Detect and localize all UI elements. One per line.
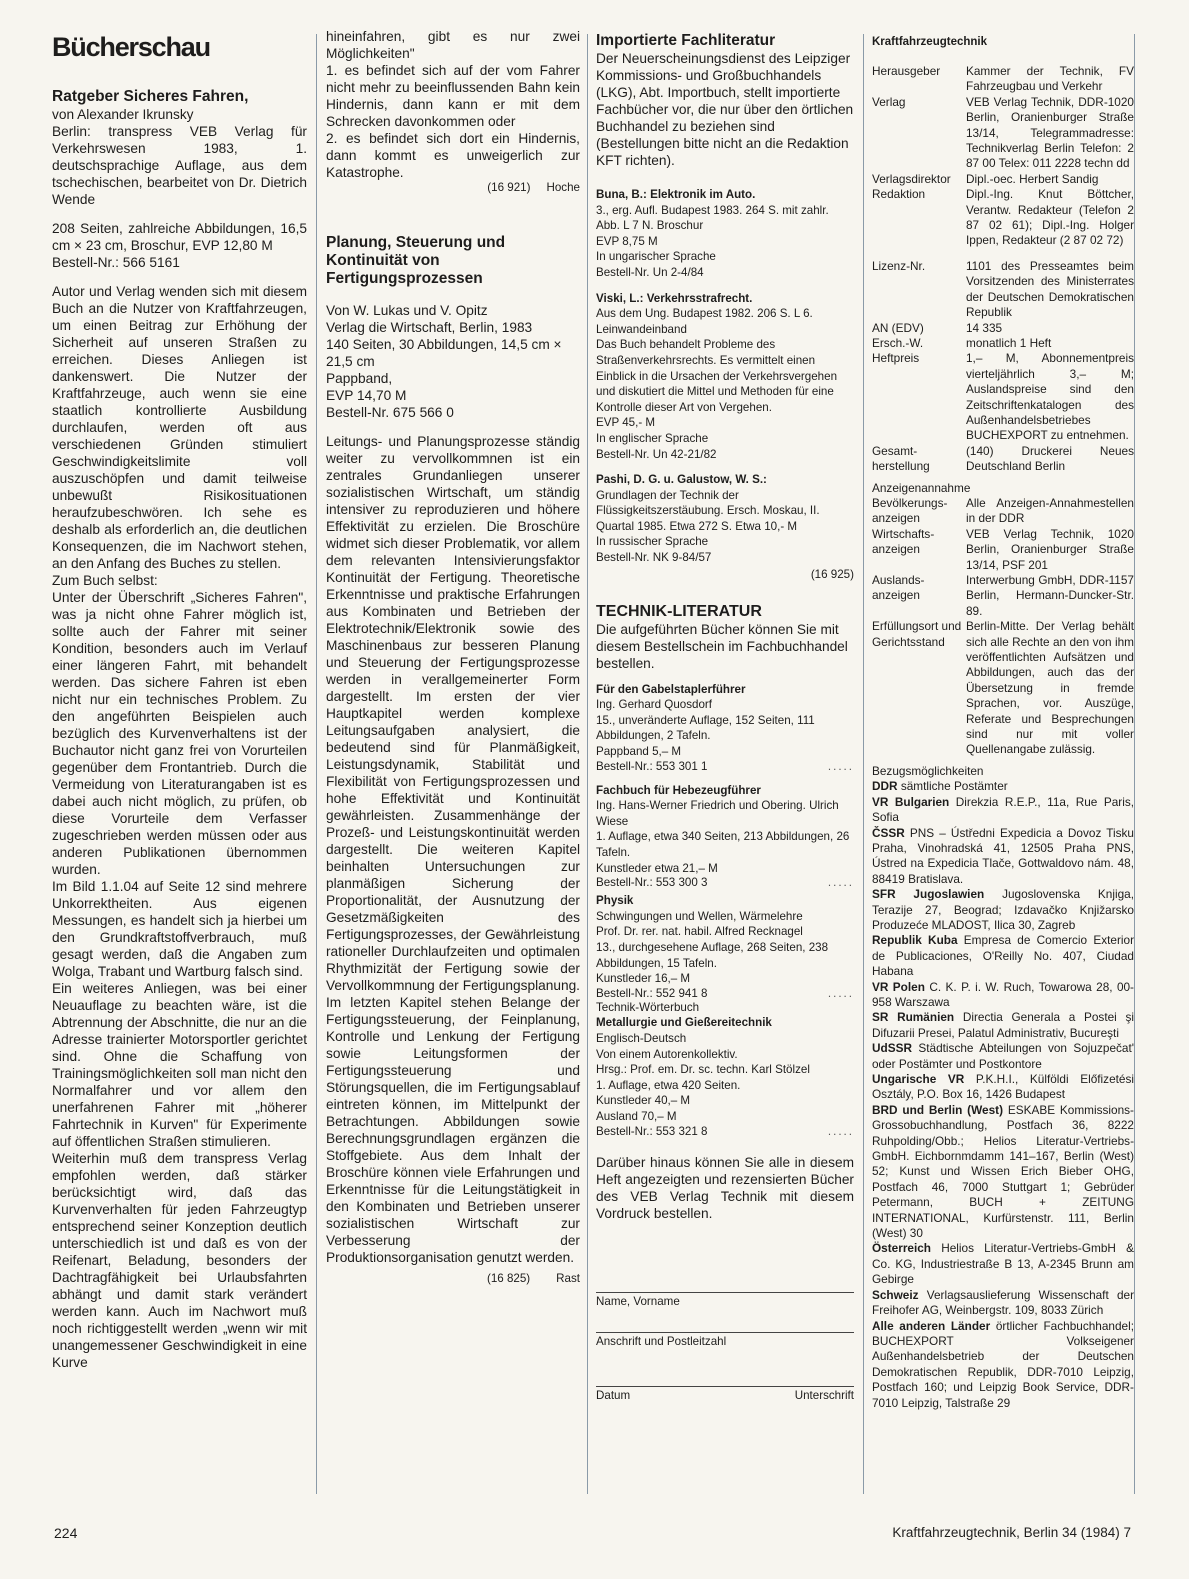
bezug-title: Bezugsmöglichkeiten	[872, 763, 984, 778]
review2-detail: Von W. Lukas und V. Opitz	[326, 303, 488, 318]
import-entry-line: Bestell-Nr. Un 2-4/84	[596, 265, 704, 279]
tech-book-order: Bestell-Nr.: 553 301 1 .....	[596, 759, 854, 773]
impressum-row: Verlag VEB Verlag Technik, DDR-1020 Berlin, Oranienburger Straße 13/14, Telegrammadresse: Technikverlag Berlin Telefon: 2 87 00 Telex: 011 2228 techn dd	[872, 94, 1134, 171]
import-entry	[596, 472, 854, 566]
tech-book-line: 1. Auflage, etwa 420 Seiten.	[596, 1078, 741, 1092]
column-4	[872, 28, 1134, 1411]
order-field-dots[interactable]: .....	[827, 1124, 854, 1138]
import-entry-line: Bestell-Nr. NK 9-84/57	[596, 551, 712, 565]
bezug-entry: UdSSR Städtische Abteilungen von Sojuzpečat' oder Postämter und Postkontore	[872, 1041, 1134, 1071]
tech-book-head: Metallurgie und Gießereitechnik	[596, 1016, 772, 1030]
review2-detail: EVP 14,70 M	[326, 388, 407, 403]
tech-book	[596, 893, 854, 1015]
name-field-label: Name, Vorname	[596, 1294, 680, 1308]
tech-book-line: Hrsg.: Prof. em. Dr. sc. techn. Karl Stölzel	[596, 1063, 810, 1077]
review1-ref: (16 921)	[487, 181, 531, 194]
import-entry-line: Aus dem Ung. Budapest 1982. 206 S. L 6. Leinwandeinband	[596, 307, 813, 336]
column-1	[52, 28, 307, 1371]
tech-book-line: Ausland 70,– M	[596, 1109, 677, 1123]
review2-title: Planung, Steuerung und Kontinuität von Fertigungsprozessen	[326, 234, 506, 287]
anzeigen-row: Erfüllungsort und Gerichtsstand Berlin-Mitte. Der Verlag behält sich alle Rechte an den von ihm veröffentlichten Aufsätzen und Abbildungen, auch das der Übersetzung in fremde Sprachen, vor. Auszüge, Referate und Besprechungen sind nur mit voller Quellenangabe zulässig.	[872, 619, 1134, 757]
bezug-entry: Republik Kuba Empresa de Comercio Exterior de Publicaciones, O'Reilly No. 407, Ciudad Habana	[872, 933, 1134, 979]
tech-book-order: Bestell-Nr.: 552 941 8 .....	[596, 986, 854, 1000]
review1-order: Bestell-Nr.: 566 5161	[52, 255, 180, 270]
review1-signature-line	[326, 181, 580, 194]
review2-signature-line	[326, 1272, 580, 1285]
page-number: 224	[54, 1525, 78, 1541]
review1-text-i: 2. es befindet sich dort ein Hindernis, dann kommt es unweigerlich zur Katastrophe.	[326, 131, 580, 180]
import-entry	[596, 187, 854, 281]
tech-book-line: 13., durchgesehene Auflage, 268 Seiten, 238 Abbildungen, 15 Tafeln.	[596, 940, 829, 970]
tech-book-line: Von einem Autorenkollektiv.	[596, 1047, 738, 1061]
bezug-entry: ČSSR PNS – Ústředni Expedicia a Dovoz Tisku Praha, Vinohradská 41, 12505 Praha PNS, Ústred na Expedicia Tlače, Gottwaldovo nám. 48, 88419 Bratislava.	[872, 825, 1134, 886]
impressum-row: Redaktion Dipl.-Ing. Knut Böttcher, Verantw. Redakteur (Telefon 2 87 02 61); Dipl.-Ing. Holger Ippen, Redakteur (2 87 02 72)	[872, 187, 1134, 248]
order-field-dots[interactable]: .....	[827, 986, 854, 1000]
review1-publisher: Berlin: transpress VEB Verlag für Verkehrswesen 1983, 1. deutschsprachige Auflage, aus dem tschechischen, bearbeitet von Dr. Dietrich Wende	[52, 124, 307, 207]
impressum-row: AN (EDV) 14 335	[872, 320, 1003, 335]
tech-book	[596, 783, 854, 890]
review2-detail: Pappband,	[326, 371, 393, 386]
bezug-entry: Alle anderen Länder örtlicher Fachbuchhandel; BUCHEXPORT Volkseigener Außenhandelsbetrieb der Deutschen Demokratischen Republik, DDR-7010 Leipzig, Postfach 160; und Leipzig Book Service, DDR-7010 Leipzig, Talstraße 29	[872, 1318, 1134, 1410]
tech-book-line: Ing. Hans-Werner Friedrich und Obering. Ulrich Wiese	[596, 799, 839, 828]
import-entry-line: In englischer Sprache	[596, 431, 709, 445]
bezug-entry: Österreich Helios Literatur-Vertriebs-GmbH & Co. KG, Industriestraße B 13, A-2345 Brunn am Gebirge	[872, 1241, 1134, 1287]
tech-book-line: Kunstleder etwa 21,– M	[596, 861, 718, 875]
import-entry-line: In russischer Sprache	[596, 535, 709, 549]
import-intro: Der Neuerscheinungsdienst des Leipziger Kommissions- und Großbuchhandels (LKG), Abt. Importbuch, stellt importierte Fachbücher vor, die nur über den örtlichen Buchhandel zu beziehen sind (Bestellungen bitte nicht an die Redaktion KFT richten).	[596, 51, 854, 168]
tech-book-line: Technik-Wörterbuch	[596, 1000, 700, 1014]
anzeigen-row: Bevölkerungs-anzeigen Alle Anzeigen-Annahmestellen in der DDR	[872, 495, 1134, 526]
column-3	[596, 28, 854, 1402]
import-ref: (16 925)	[810, 567, 854, 581]
tech-title: TECHNIK-LITERATUR	[596, 602, 762, 620]
review1-text-f: Weiterhin muß dem transpress Verlag empfohlen werden, daß stärker berücksichtigt wird, daß das Kurvenverhalten für jeden Fahrzeugtyp entsprechend seiner Konzeption deutlich unterschiedlich ist und daß es von der Reifenart, Beladung, besonders der Dachtragfähigkeit bei Urlaubsfahrten abhängt und damit stark verändert werden kann. Auch im Nachwort muß noch richtiggestellt werden „wenn wir mit unangemessener Geschwindigkeit in eine Kurve	[52, 1151, 307, 1370]
bezug-entry: BRD und Berlin (West) ESKABE Kommissions-Grossobuchhandlung, Postfach 36, 8222 Ruhpolding/Obb.; Helios Literatur-Vertriebs-GmbH. Eichbornmdamm 141–167, Berlin (West) 52; Kunst und Wissen Erich Bieber OHG, Postfach 46, 7000 Stuttgart 1; Gebrüder Petermann, BUCH + ZEITUNG INTERNATIONAL, Kurfürstenstr. 111, Berlin (West) 30	[872, 1102, 1134, 1241]
anzeigen-title: Anzeigenannahme	[872, 480, 971, 495]
review2-signature: Rast	[556, 1272, 580, 1285]
bezug-entry: VR Polen C. K. P. i. W. Ruch, Towarowa 28, 00-958 Warszawa	[872, 979, 1134, 1009]
anzeigen-row: Wirtschafts-anzeigen VEB Verlag Technik, 1020 Berlin, Oranienburger Straße 13/14, PSF 201	[872, 526, 1134, 572]
tech-book-line: Ing. Gerhard Quosdorf	[596, 698, 712, 712]
tech-outro: Darüber hinaus können Sie alle in diesem Heft angezeigten und rezensierten Bücher des VEB Verlag Technik mit diesem Vordruck bestellen.	[596, 1154, 854, 1221]
tech-book-order: Bestell-Nr.: 553 300 3 .....	[596, 876, 854, 890]
order-form	[596, 1270, 854, 1402]
import-entry-line: 3., erg. Aufl. Budapest 1983. 264 S. mit zahlr. Abb. L 7 N. Broschur	[596, 203, 829, 233]
name-field[interactable]	[596, 1270, 854, 1293]
review2-text: Leitungs- und Planungsprozesse ständig weiter zu vervollkommnen ist ein zentrales Grundanliegen unserer sozialistischen Wirtschaft, um ständig intensiver zu reproduzieren und höhere Effektivität zu erzielen. Die Broschüre widmet sich dieser Problematik, vor allem dem relevanten Intensivierungsfaktor Kontinuität der Fertigung. Theoretische Erkenntnisse und praktische Erfahrungen aus Kombinaten und Betrieben der Elektrotechnik/Elektronik sowie des Maschinenbaus zur besseren Planung und Steuerung der Fertigungsprozesse werden in verallgemeinerter Form dargestellt. Im ersten der vier Hauptkapitel werden komplexe Leitungsaufgaben analysiert, die bedeutend sind für Planmäßigkeit, Leistungsdynamik, Stabilität und Flexibilität von Fertigungsprozessen und hohe Effektivität und Kontinuität gewährleisten. Zusammenhänge der Prozeß- und Leistungskontinuität werden dargestellt. Die weiteren Kapitel beinhalten Untersuchungen zur planmäßigen Sicherung der Proportionalität, der Ausnutzung der Gesetzmäßigkeiten des Fertigungsprozesses, der Gewährleistung rationeller Durchlaufzeiten und optimalen Rhythmizität der Fertigung sowie der Vervollkommnung der Fertigungsplanung. Im letzten Kapitel stehen Belange der Fertigungssteuerung, der Feinplanung, Kontrolle und Lenkung der Fertigung sowie Leitungsformen der Fertigungssteuerung und Störungsquellen, die im Fertigungsablauf eintreten können, im Mittelpunkt der Betrachtungen. Abbildungen sowie Berechnungsgrundlagen ergänzen die Stoffgebiete. Aus dem Inhalt der Broschüre können viele Erfahrungen und Erkenntnisse für die Leitungstätigkeit in den Kombinaten und Betrieben unserer sozialistischen Wirtschaft zur Verbesserung der Produktionsorganisation genutzt werden.	[326, 434, 580, 1265]
order-field-dots[interactable]: .....	[827, 876, 854, 890]
tech-book-line: Kunstleder 16,– M	[596, 972, 691, 986]
order-field-dots[interactable]: .....	[827, 759, 854, 773]
import-title: Importierte Fachliteratur	[596, 32, 776, 49]
bezug-entry: Schweiz Verlagsauslieferung Wissenschaft der Freihofer AG, Weinbergstr. 109, 8033 Zürich	[872, 1287, 1134, 1318]
impressum-row: Lizenz-Nr. 1101 des Presseamtes beim Vorsitzenden des Ministerrates der Deutschen Demokratischen Republik	[872, 258, 1134, 320]
address-field[interactable]	[596, 1310, 854, 1333]
bezug-entry: DDR sämtliche Postämter	[872, 779, 1008, 794]
impressum-row: Gesamt-herstellung (140) Druckerei Neues Deutschland Berlin	[872, 443, 1134, 474]
review2-ref: (16 825)	[486, 1272, 531, 1285]
impressum-row: Herausgeber Kammer der Technik, FV Fahrzeugbau und Verkehr	[872, 64, 1134, 94]
review1-text-g: hineinfahren, gibt es nur zwei Möglichkeiten"	[326, 29, 580, 61]
review2-detail: 140 Seiten, 30 Abbildungen, 14,5 cm × 21,5 cm	[326, 337, 562, 369]
review1-text-e: Ein weiteres Anliegen, was bei einer Neuauflage zu beachten wäre, ist die Abtrennung der Abschnitte, die nur an die Adresse trainierter Motorsportler gerichtet sind. Ohne die Schaffung von Trainingsmöglichkeiten soll man nicht den Normalfahrer und vor allem den unerfahrenen Fahrer mit „höherer Fahrtechnik in Kurven" für Experimente auf öffentlichen Straßen stimulieren.	[52, 981, 307, 1149]
review1-title: Ratgeber Sicheres Fahren,	[52, 88, 249, 105]
tech-book-line: Schwingungen und Wellen, Wärmelehre	[596, 909, 803, 923]
review2-detail: Verlag die Wirtschaft, Berlin, 1983	[326, 320, 533, 335]
review1-author: von Alexander Ikrunsky	[52, 107, 194, 122]
review2-detail: Bestell-Nr. 675 566 0	[326, 405, 454, 420]
tech-book-line: 15., unveränderte Auflage, 152 Seiten, 111 Abbildungen, 2 Tafeln.	[596, 713, 815, 743]
bezug-entry: Ungarische VR P.K.H.I., Külföldi Előfizetési Osztály, P.O. Box 16, 1426 Budapest	[872, 1072, 1134, 1102]
import-entry-head: Viski, L.: Verkehrsstrafrecht.	[596, 291, 753, 305]
tech-book-order: Bestell-Nr.: 553 321 8 .....	[596, 1124, 854, 1138]
tech-book-line: Kunstleder 40,– M	[596, 1094, 691, 1108]
import-entry-line: Das Buch behandelt Probleme des Straßenverkehrsrechts. Es vermittelt einen Einblick in die Ursachen der Verkehrsvergehen und diskutiert die Mittel und Methoden für eine Kontrolle dieser Art von Vergehen.	[596, 338, 838, 414]
bezug-entry: VR Bulgarien Direkzia R.E.P., 11a, Rue Paris, Sofia	[872, 794, 1134, 825]
page-title: Bücherschau	[52, 32, 210, 62]
anzeigen-row: Auslands-anzeigen Interwerbung GmbH, DDR-1157 Berlin, Hermann-Duncker-Str. 89.	[872, 573, 1134, 618]
bezug-entry: SR Rumänien Directia Generala a Postei şi Difuzarii Presei, Palatul Administrativ, Bucureşti	[872, 1010, 1134, 1040]
review1-text-b: Zum Buch selbst:	[52, 573, 158, 588]
import-entry	[596, 291, 854, 463]
import-entry-head: Buna, B.: Elektronik im Auto.	[596, 188, 756, 201]
bezug-entry: SFR Jugoslawien Jugoslovenska Knjiga, Terazije 27, Beograd; Izdavačko Knjižarsko Produzeće MLADOST, Ilica 30, Zagreb	[872, 887, 1135, 932]
import-entry-head: Pashi, D. G. u. Galustow, W. S.:	[596, 473, 767, 487]
review1-signature: Hoche	[546, 181, 580, 194]
date-signature-field[interactable]	[596, 1364, 854, 1387]
import-entry-line: EVP 8,75 M	[596, 234, 658, 248]
date-label: Datum	[596, 1388, 631, 1402]
tech-book-head: Physik	[596, 894, 634, 908]
journal-footer: Kraftfahrzeugtechnik, Berlin 34 (1984) 7	[892, 1525, 1131, 1540]
tech-book-line: Englisch-Deutsch	[596, 1031, 687, 1045]
import-ref-line	[596, 568, 854, 581]
tech-book-line: Pappband 5,– M	[596, 745, 682, 759]
review1-text-c: Unter der Überschrift „Sicheres Fahren", was ja nicht ohne Fahrer möglich ist, sollte auch der Fahrer mit seiner Kondition, besonders auch im Verlauf einer längeren Fahrt, mit behandelt werden. Das sichere Fahren ist eben nicht nur ein technisches Problem. Zu den angeführten Beispielen auch bezüglich des Kurvenverhaltens ist der Buchautor nicht ganz frei von Vorurteilen gegenüber dem Frontantrieb. Durch die Vermeidung von Literaturangaben ist es dabei auch nicht möglich, zu prüfen, ob diese Vorurteile dem Verfasser zugeschrieben werden müssen oder aus anderen Publikationen übernommen wurden.	[52, 590, 307, 877]
review2-details	[326, 302, 580, 421]
address-field-label: Anschrift und Postleitzahl	[596, 1334, 727, 1348]
import-entry-line: Grundlagen der Technik der Flüssigkeitszerstäubung. Ersch. Moskau, II. Quartal 1985. Etwa 272 S. Etwa 10,- M	[596, 488, 820, 533]
impressum-title: Kraftfahrzeugtechnik	[872, 36, 988, 48]
tech-book-head: Fachbuch für Hebezeugführer	[596, 783, 761, 797]
impressum-row: Heftpreis 1,– M, Abonnementpreis vierteljährlich 3,– M; Auslandspreise sind den Zeitschriftenkatalogen des Außenhandelsbetriebes BUCHEXPORT zu entnehmen.	[872, 351, 1134, 443]
tech-book	[596, 1015, 854, 1137]
import-entry-line: EVP 45,- M	[596, 416, 656, 430]
tech-book	[596, 682, 854, 773]
review1-details: 208 Seiten, zahlreiche Abbildungen, 16,5 cm × 23 cm, Broschur, EVP 12,80 M	[52, 221, 307, 253]
tech-intro: Die aufgeführten Bücher können Sie mit diesem Bestellschein im Fachbuchhandel bestellen.	[596, 621, 848, 671]
column-2	[326, 28, 580, 1285]
review1-text-d: Im Bild 1.1.04 auf Seite 12 sind mehrere Unkorrektheiten. Aus eigenen Messungen, es handelt sich ja hierbei um den Grundkraftstoffverbrauch, muß gesagt werden, daß die Angaben zum Wolga, Trabant und Wartburg falsch sind.	[52, 879, 307, 979]
review1-text-h: 1. es befindet sich auf der vom Fahrer nicht mehr zu beeinflussenden Bahn kein Hindernis, dann kann er mit dem Schrecken davonkommen oder	[326, 63, 580, 129]
import-entry-line: In ungarischer Sprache	[596, 250, 716, 264]
tech-book-line: Prof. Dr. rer. nat. habil. Alfred Recknagel	[596, 925, 803, 939]
tech-book-head: Für den Gabelstaplerführer	[596, 682, 746, 696]
impressum-row: Ersch.-W. monatlich 1 Heft	[872, 335, 1052, 350]
signature-label: Unterschrift	[794, 1388, 854, 1402]
import-entry-line: Bestell-Nr. Un 42-21/82	[596, 447, 717, 461]
date-signature-labels	[596, 1389, 854, 1402]
review1-text-a: Autor und Verlag wenden sich mit diesem Buch an die Nutzer von Kraftfahrzeugen, um einen Beitrag zur Erhöhung der Sicherheit auf unseren Straßen zu erreichen. Dieses Anliegen ist dankenswert. Die Nutzer der Kraftfahrzeuge, auch wenn sie eine staatlich kontrollierte Ausbildung durchlaufen, werden oft aus verschiedenen Gründen stimuliert Geschwindigkeitslimite voll auszuschöpfen und damit teilweise unbewußt Risikosituationen heraufzubeschwören. Ich sehe es deshalb als erforderlich an, die deutlichen Konsequenzen, die im Nachwort stehen, an den Anfang des Buches zu stellen.	[52, 284, 307, 571]
impressum-row: Verlagsdirektor Dipl.-oec. Herbert Sandig	[872, 171, 1099, 186]
tech-book-line: 1. Auflage, etwa 340 Seiten, 213 Abbildungen, 26 Tafeln.	[596, 830, 850, 859]
